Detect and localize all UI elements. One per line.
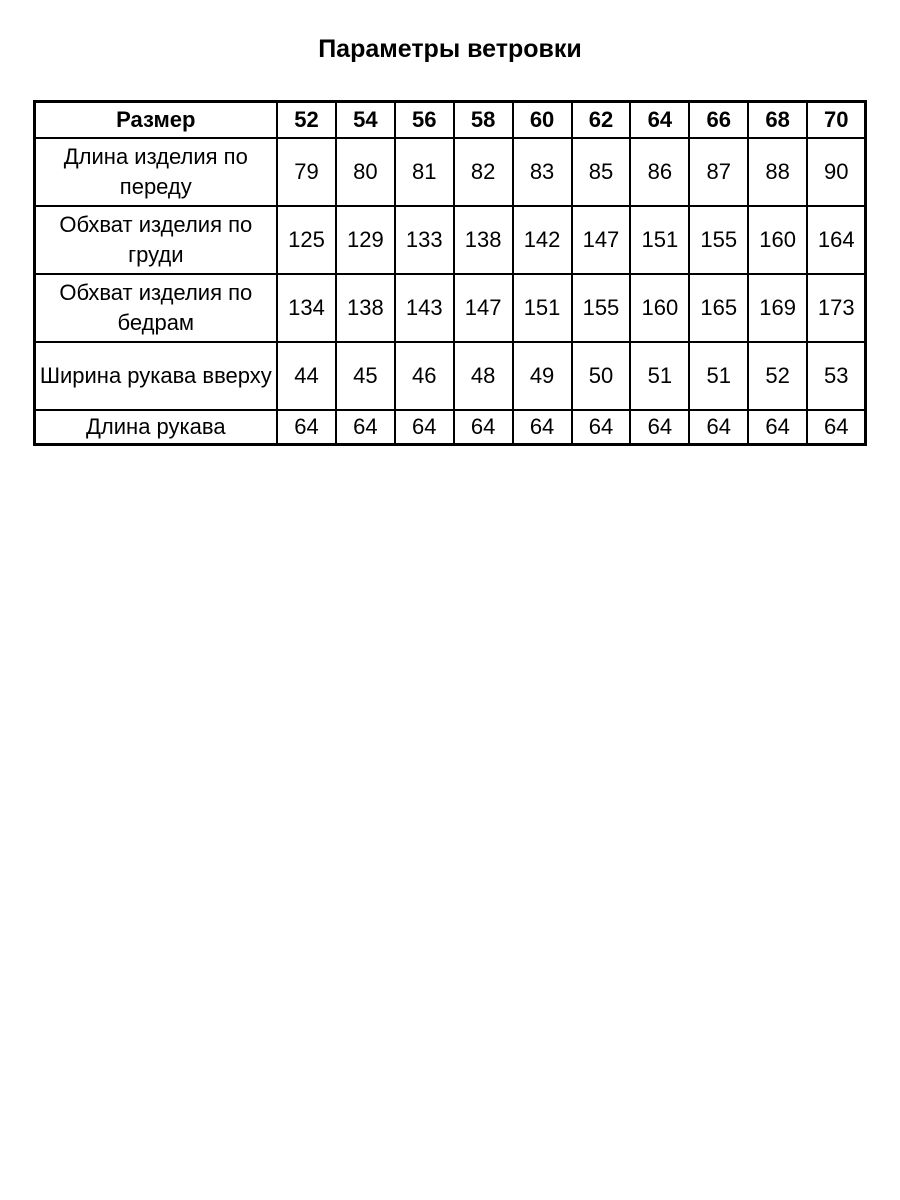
table-row-sleeve-length	[34, 410, 866, 445]
value-cell: 79	[277, 138, 336, 206]
header-size-value: 62	[572, 102, 631, 138]
value-cell: 85	[572, 138, 631, 206]
table-row-chest-girth	[34, 206, 866, 274]
value-cell: 88	[748, 138, 807, 206]
page-title: Параметры ветровки	[318, 35, 582, 63]
header-size-value: 52	[277, 102, 336, 138]
value-cell: 64	[277, 410, 336, 445]
value-cell: 147	[572, 206, 631, 274]
header-size-value: 60	[513, 102, 572, 138]
value-cell: 87	[689, 138, 748, 206]
value-cell: 64	[748, 410, 807, 445]
value-cell: 90	[807, 138, 866, 206]
value-cell: 134	[277, 274, 336, 342]
table-header-row	[34, 102, 866, 138]
value-cell: 49	[513, 342, 572, 410]
value-cell: 44	[277, 342, 336, 410]
value-cell: 64	[336, 410, 395, 445]
value-cell: 64	[454, 410, 513, 445]
value-cell: 81	[395, 138, 454, 206]
value-cell: 151	[513, 274, 572, 342]
value-cell: 164	[807, 206, 866, 274]
size-chart-table	[33, 100, 868, 446]
value-cell: 51	[689, 342, 748, 410]
table-row-hip-girth	[34, 274, 866, 342]
header-size-value: 58	[454, 102, 513, 138]
value-cell: 151	[630, 206, 689, 274]
value-cell: 133	[395, 206, 454, 274]
table-row-sleeve-width-top	[34, 342, 866, 410]
value-cell: 50	[572, 342, 631, 410]
value-cell: 82	[454, 138, 513, 206]
value-cell: 138	[454, 206, 513, 274]
row-label: Ширина рукава вверху	[34, 342, 277, 410]
value-cell: 160	[630, 274, 689, 342]
value-cell: 138	[336, 274, 395, 342]
header-size-value: 68	[748, 102, 807, 138]
value-cell: 86	[630, 138, 689, 206]
value-cell: 173	[807, 274, 866, 342]
value-cell: 80	[336, 138, 395, 206]
value-cell: 147	[454, 274, 513, 342]
value-cell: 52	[748, 342, 807, 410]
value-cell: 64	[513, 410, 572, 445]
value-cell: 64	[572, 410, 631, 445]
value-cell: 165	[689, 274, 748, 342]
header-size-value: 64	[630, 102, 689, 138]
header-size-value: 70	[807, 102, 866, 138]
table-row-front-length	[34, 138, 866, 206]
value-cell: 64	[630, 410, 689, 445]
row-label: Длина изделия по переду	[34, 138, 277, 206]
value-cell: 45	[336, 342, 395, 410]
value-cell: 64	[395, 410, 454, 445]
value-cell: 160	[748, 206, 807, 274]
value-cell: 64	[689, 410, 748, 445]
value-cell: 155	[689, 206, 748, 274]
header-size-value: 54	[336, 102, 395, 138]
value-cell: 53	[807, 342, 866, 410]
value-cell: 169	[748, 274, 807, 342]
row-label: Длина рукава	[34, 410, 277, 445]
value-cell: 83	[513, 138, 572, 206]
value-cell: 143	[395, 274, 454, 342]
value-cell: 142	[513, 206, 572, 274]
header-size-label: Размер	[34, 102, 277, 138]
value-cell: 155	[572, 274, 631, 342]
value-cell: 125	[277, 206, 336, 274]
value-cell: 64	[807, 410, 866, 445]
row-label: Обхват изделия по груди	[34, 206, 277, 274]
value-cell: 46	[395, 342, 454, 410]
value-cell: 51	[630, 342, 689, 410]
row-label: Обхват изделия по бедрам	[34, 274, 277, 342]
value-cell: 48	[454, 342, 513, 410]
value-cell: 129	[336, 206, 395, 274]
header-size-value: 56	[395, 102, 454, 138]
header-size-value: 66	[689, 102, 748, 138]
